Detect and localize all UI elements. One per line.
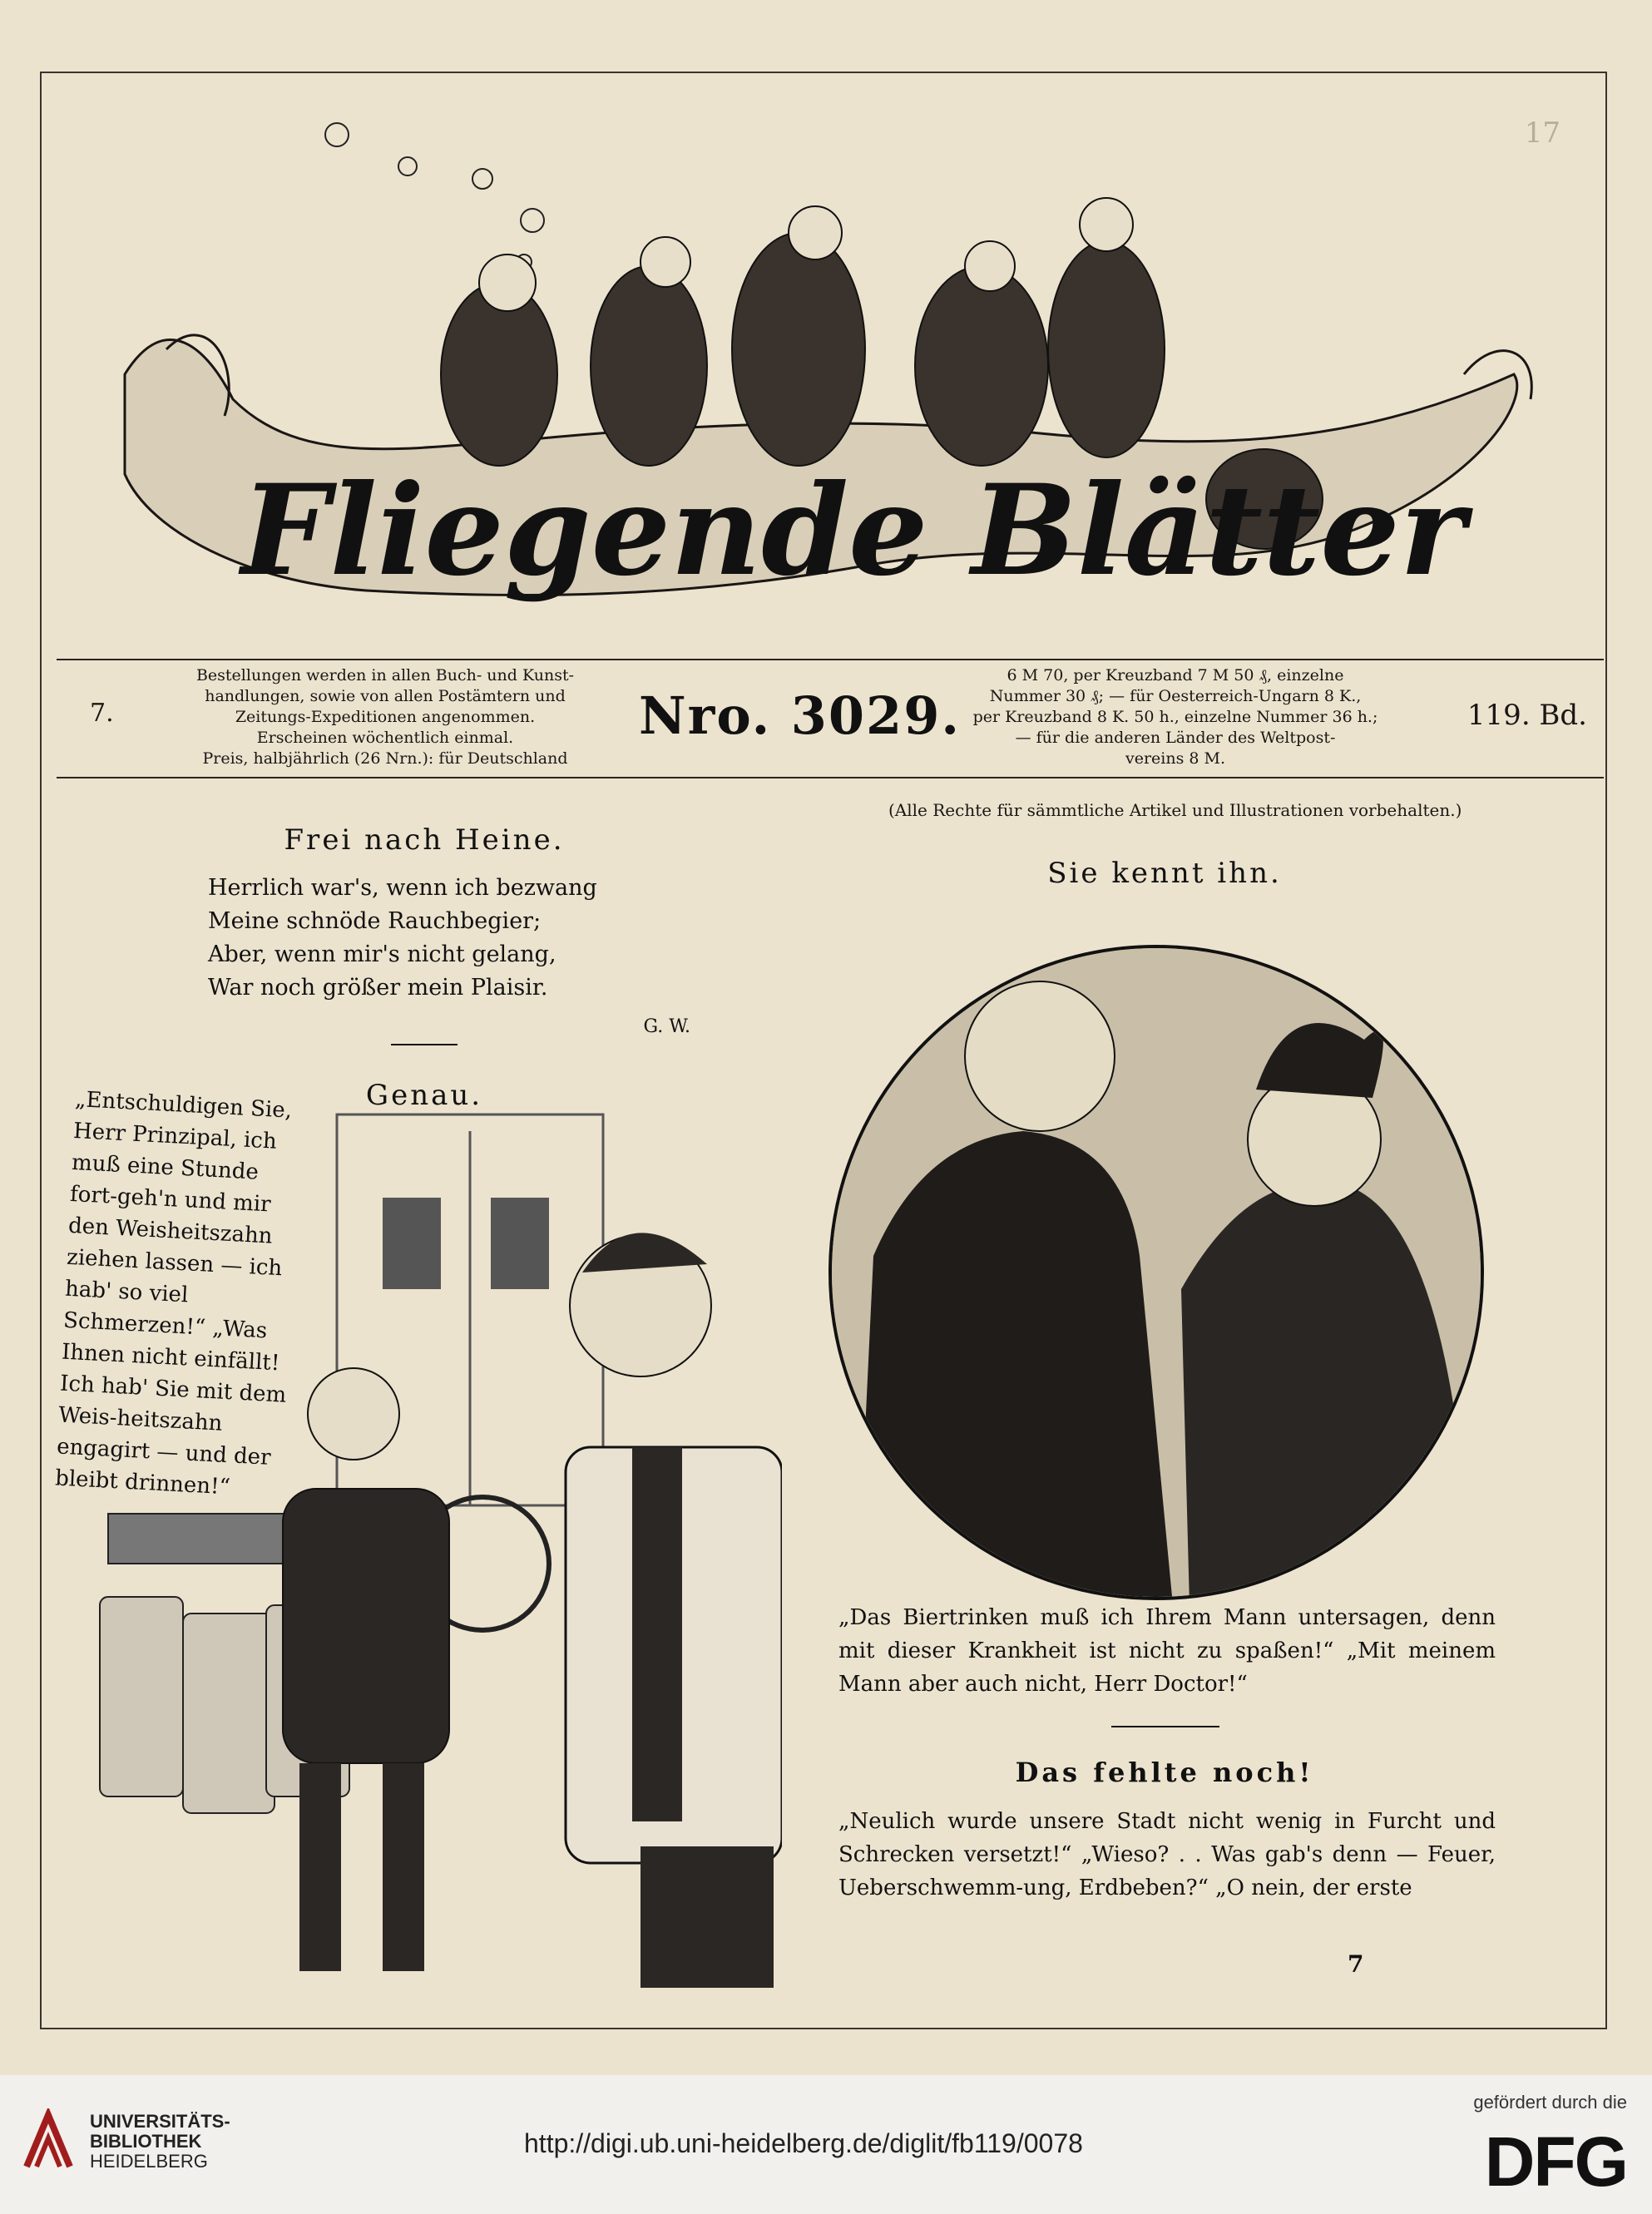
issue-number: Nro. 3029. [639,685,961,746]
kennt-section [832,857,1497,890]
masthead-illustration [50,100,1597,640]
genau-title: Genau. [365,1079,483,1112]
masthead-title: Fliegende Blätter [241,457,1466,604]
library-name: UNIVERSITÄTS- BIBLIOTHEK HEIDELBERG [90,2111,230,2172]
dfg-logo: DFG [1484,2123,1627,2201]
poem-signature: G. W. [643,1016,690,1037]
poem-title: Frei nach Heine. [284,823,565,857]
subscription-info-right: 6 M 70, per Kreuzband 7 M 50 ₰, einzelne Nummer 30 ₰; — für Oesterreich-Ungarn 8 K., per Kreuzband 8 K. 50 h., einzelne Nummer 36 h.; — für die anderen Länder des Weltpost- vereins 8 M. [972,666,1378,768]
corner-page-number: 17 [1524,116,1560,150]
poem-section [150,823,699,1112]
university-library-logo-icon [18,2108,78,2175]
page-number: 7 [1348,1950,1364,1978]
viewer-footer [0,2075,1652,2214]
permalink-url[interactable]: http://digi.ub.uni-heidelberg.de/diglit/fb119/0078 [524,2128,1083,2158]
kennt-title: Sie kennt ihn. [1047,857,1282,890]
issue-info-bar [57,659,1604,778]
fehlte-text: „Neulich wurde unsere Stadt nicht wenig in Furcht und Schrecken versetzt!“ „Wieso? . . Was gab's denn — Feuer, Ueberschwemm-ung, Erdbeben?“ „O nein, der erste [838,1809,1496,1900]
issue-index: 7. [90,699,114,728]
poem-verse: Herrlich war's, wenn ich bezwang Meine schnöde Rauchbegier; Aber, wenn mir's nicht gelang, War noch größer mein Plaisir. [208,875,597,1001]
funding-note: gefördert durch die [1473,2092,1627,2113]
subscription-info-left: Bestellungen werden in allen Buch- und Kunst- handlungen, sowie von allen Postämtern und Zeitungs-Expeditionen angenommen. Erscheinen wöchentlich einmal. Preis, halbjährlich (26 Nrn.): für Deutschland [195,666,575,768]
divider [1111,1726,1219,1727]
divider [391,1044,458,1045]
rights-notice: (Alle Rechte für sämmtliche Artikel und Illustrationen vorbehalten.) [888,800,1462,820]
fehlte-title: Das fehlte noch! [1015,1757,1314,1788]
volume-label: 119. Bd. [1467,699,1587,732]
kennt-caption: „Das Biertrinken muß ich Ihrem Mann untersagen, denn mit dieser Krankheit ist nicht zu spaßen!“ „Mit meinem Mann aber auch nicht, Herr Doctor!“ [838,1605,1496,1697]
kennt-illustration [824,940,1489,1605]
genau-text: „Entschuldigen Sie, Herr Prinzipal, ich muß eine Stunde fort-geh'n und mir den Weisheitszahn ziehen lassen — ich hab' so viel Schmerzen!“ „Was Ihnen nicht einfällt! Ich hab' Sie mit dem Weis-heitszahn engagirt — und der bleibt drinnen!“ [54,1087,293,1500]
